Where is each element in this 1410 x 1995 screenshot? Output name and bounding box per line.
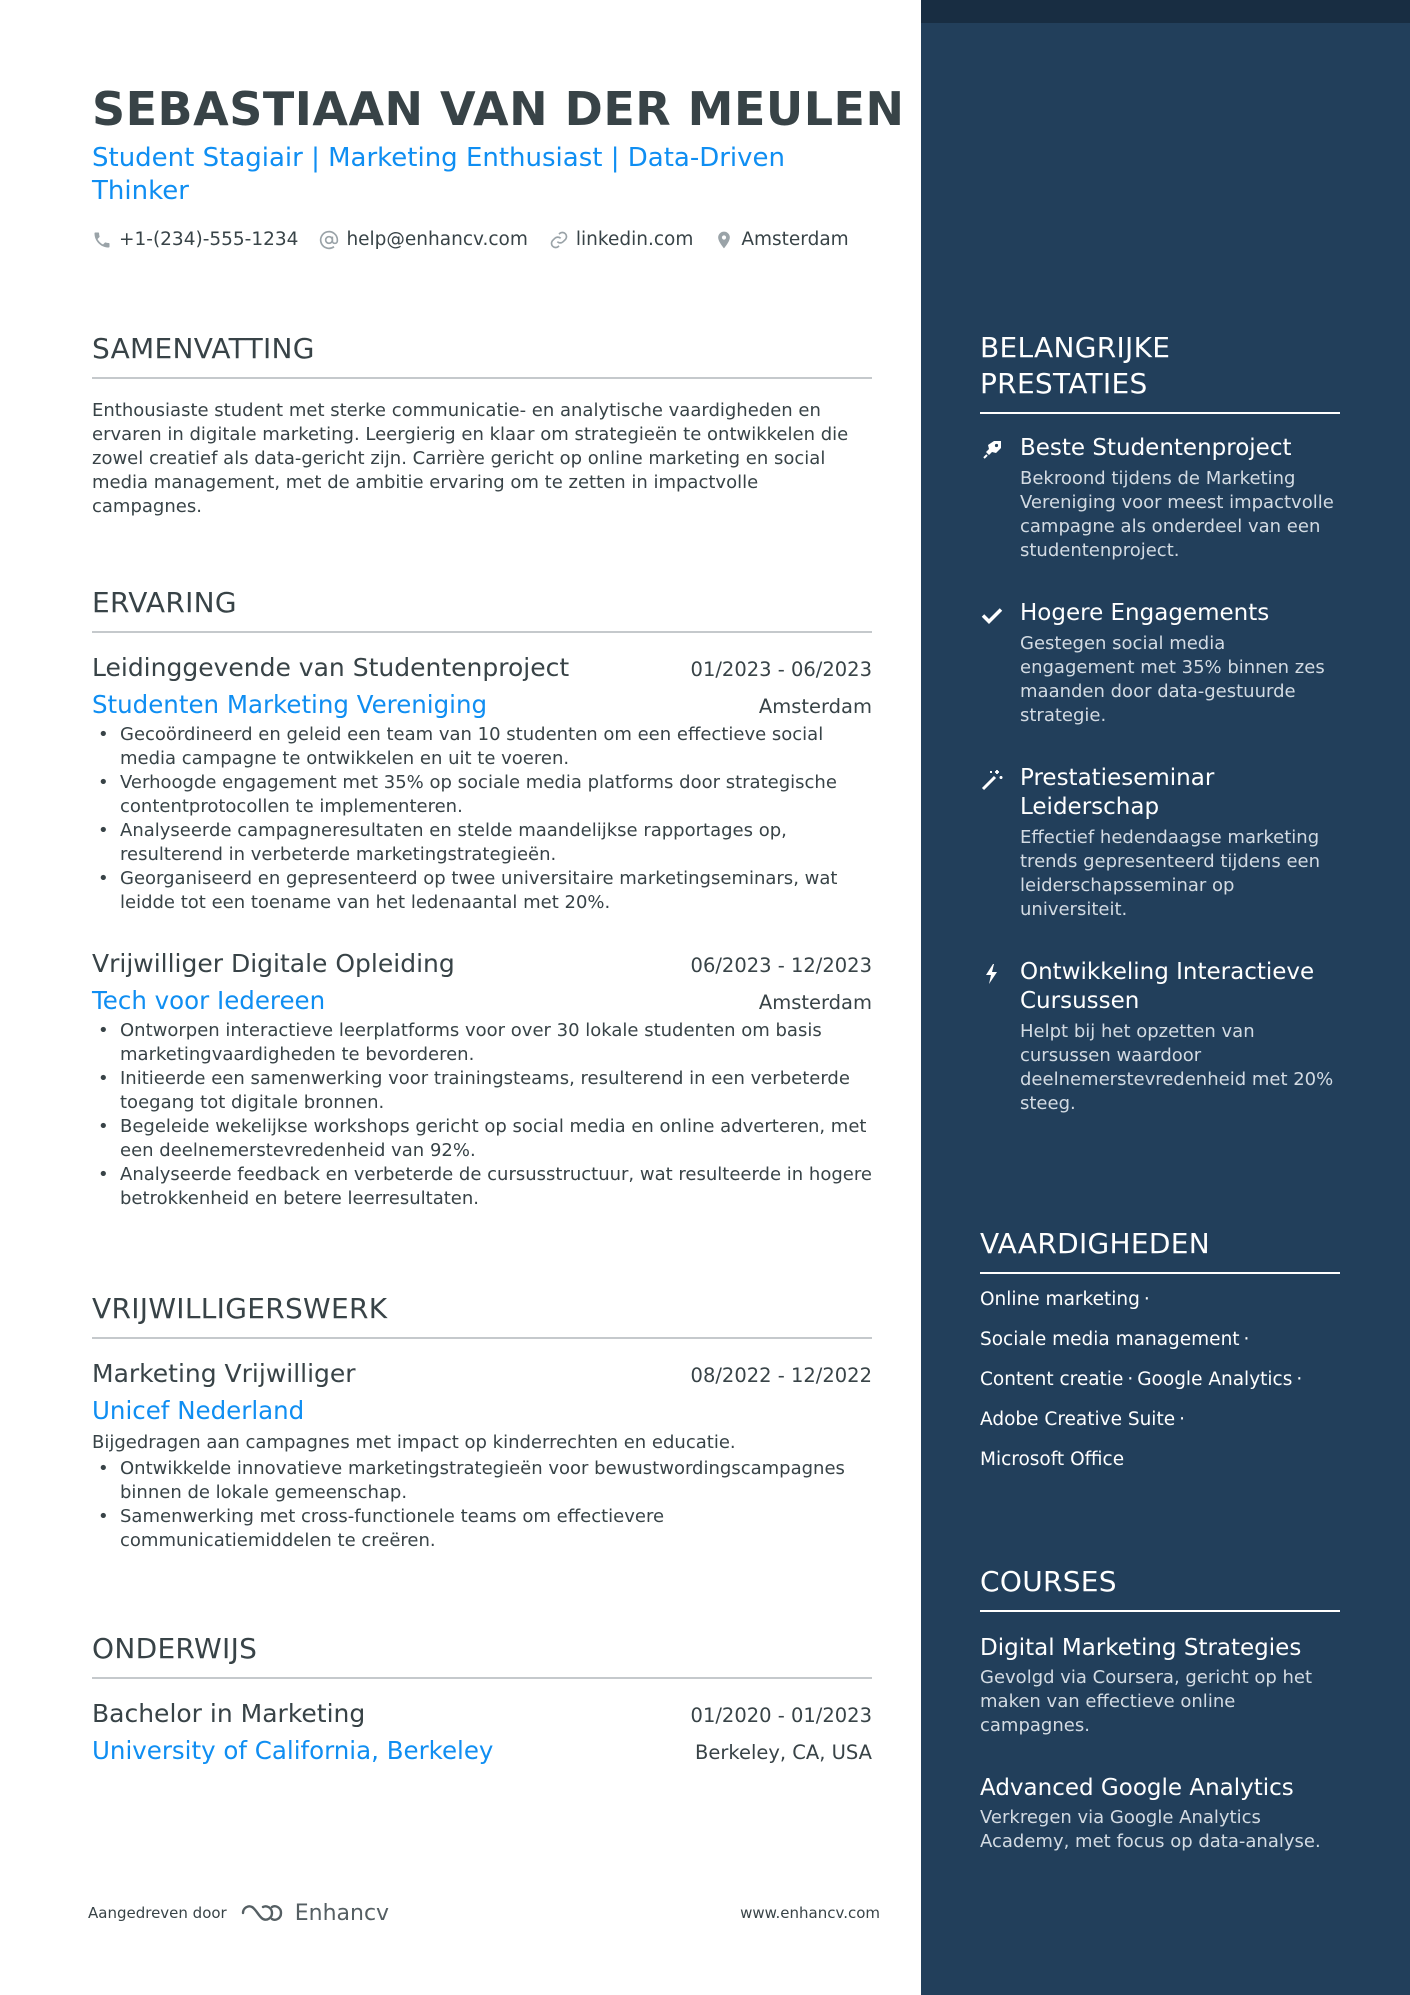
skill-item: Microsoft Office (980, 1449, 1125, 1470)
experience-entry (92, 949, 872, 1211)
summary-heading: SAMENVATTING (92, 332, 872, 379)
experience-heading: ERVARING (92, 586, 872, 633)
candidate-title: Student Stagiair | Marketing Enthusiast | Data-Driven Thinker (92, 143, 785, 206)
phone-text: +1-(234)-555-1234 (119, 229, 299, 250)
degree: Bachelor in Marketing (92, 1699, 366, 1728)
contact-location (714, 229, 848, 250)
course-title: Digital Marketing Strategies (980, 1635, 1302, 1661)
bullet-item: • Gecoördineerd en geleid een team van 10 studenten om een effectieve social media campagne te ontwikkelen en uit te voeren. (92, 723, 872, 771)
link-icon (549, 230, 569, 250)
contact-bar (92, 229, 872, 250)
bullet-item: • Ontwikkelde innovatieve marketingstrategieën voor bewustwordingscampagnes binnen de lokale gemeenschap. (92, 1457, 872, 1505)
phone-icon (92, 230, 112, 250)
achievement-item (980, 434, 1340, 563)
volunteer-heading: VRIJWILLIGERSWERK (92, 1292, 872, 1339)
job-dates: 06/2023 - 12/2023 (690, 954, 872, 977)
skill-row (980, 1448, 1340, 1472)
footer (88, 1900, 880, 1926)
achievement-title: Prestatieseminar Leiderschap (1020, 765, 1215, 820)
school-name: University of California, Berkeley (92, 1736, 494, 1765)
bullet-item: • Begeleide wekelijkse workshops gericht op social media en online adverteren, met een deelnemerstevredenheid van 92%. (92, 1115, 872, 1163)
rocket-icon (980, 438, 1004, 462)
contact-linkedin[interactable] (549, 229, 693, 250)
achievement-item (980, 764, 1340, 922)
education-entry (92, 1699, 872, 1765)
contact-phone[interactable] (92, 229, 298, 250)
achievement-item (980, 599, 1340, 728)
volunteer-bullets (92, 1457, 872, 1553)
volunteer-dates: 08/2022 - 12/2022 (690, 1364, 872, 1387)
job-title: Vrijwilliger Digitale Opleiding (92, 949, 455, 978)
job-bullets (92, 723, 872, 915)
education-dates: 01/2020 - 01/2023 (690, 1704, 872, 1727)
brand-name: Enhancv (294, 1900, 390, 1926)
sidebar-top-bar (921, 0, 1410, 23)
skill-row: Sociale media management · (980, 1329, 1250, 1350)
check-icon (980, 603, 1004, 627)
job-location: Amsterdam (758, 991, 872, 1014)
achievement-description: Effectief hedendaagse marketing trends gepresenteerd tijdens een leiderschapsseminar op universiteit. (1020, 827, 1320, 920)
course-description: Gevolgd via Coursera, gericht op het maken van effectieve online campagnes. (980, 1667, 1313, 1736)
skills-heading: VAARDIGHEDEN (980, 1226, 1340, 1274)
candidate-name: SEBASTIAAN VAN DER MEULEN (92, 82, 905, 136)
bullet-item: • Ontworpen interactieve leerplatforms voor over 30 lokale studenten om basis marketingvaardigheden te bevorderen. (92, 1019, 872, 1067)
achievement-description: Bekroond tijdens de Marketing Vereniging voor meest impactvolle campagne als onderdeel van een studentenproject. (1020, 468, 1334, 561)
job-bullets (92, 1019, 872, 1211)
volunteer-section (92, 1292, 872, 1553)
summary-section (92, 332, 872, 519)
education-heading: ONDERWIJS (92, 1632, 872, 1679)
email-text: help@enhancv.com (346, 229, 528, 250)
achievement-title: Beste Studentenproject (1020, 435, 1292, 461)
brand-logo[interactable] (239, 1900, 389, 1926)
achievement-title: Hogere Engagements (1020, 600, 1270, 626)
skill-item: Adobe Creative Suite (980, 1409, 1176, 1430)
sidebar (921, 0, 1410, 1995)
skill-row: Adobe Creative Suite · (980, 1409, 1185, 1430)
school-location: Berkeley, CA, USA (694, 1741, 872, 1764)
experience-section (92, 586, 872, 1211)
linkedin-text: linkedin.com (575, 229, 694, 250)
job-dates: 01/2023 - 06/2023 (690, 658, 872, 681)
skill-item: Online marketing (980, 1289, 1140, 1310)
skill-item: Sociale media management (980, 1329, 1240, 1350)
job-location: Amsterdam (758, 695, 872, 718)
bullet-item: • Georganiseerd en gepresenteerd op twee universitaire marketingseminars, wat leidde tot een toename van het ledenaantal met 20%. (92, 867, 872, 915)
bullet-item: • Analyseerde campagneresultaten en stelde maandelijkse rapportages op, resulterend in verbeterde marketingstrategieën. (92, 819, 872, 867)
skill-item: Content creatie (980, 1369, 1124, 1390)
footer-branding (88, 1900, 389, 1926)
bullet-item: • Initieerde een samenwerking voor trainingsteams, resulterend in een verbeterde toegang tot digitale bronnen. (92, 1067, 872, 1115)
bullet-item: • Samenwerking met cross-functionele teams om effectievere communicatiemiddelen te creëren. (92, 1505, 872, 1553)
skill-row: Online marketing · (980, 1289, 1150, 1310)
magic-wand-icon (980, 768, 1004, 792)
company-name: Studenten Marketing Vereniging (92, 690, 488, 719)
volunteer-entry (92, 1359, 872, 1553)
skill-item: Google Analytics (1137, 1369, 1293, 1390)
at-icon (319, 230, 339, 250)
course-item (980, 1774, 1340, 1854)
contact-email[interactable] (319, 229, 527, 250)
courses-section (980, 1564, 1340, 1854)
bullet-item: • Verhoogde engagement met 35% op sociale media platforms door strategische contentprotocollen te implementeren. (92, 771, 872, 819)
lightning-icon (980, 962, 1004, 986)
powered-by-text: Aangedreven door (88, 1904, 227, 1922)
achievements-heading: BELANGRIJKE PRESTATIES (980, 330, 1340, 414)
volunteer-org: Unicef Nederland (92, 1396, 305, 1425)
course-item (980, 1634, 1340, 1738)
volunteer-description: Bijgedragen aan campagnes met impact op kinderrechten en educatie. (92, 1432, 736, 1453)
skills-list (980, 1288, 1340, 1472)
achievement-item (980, 958, 1340, 1116)
location-pin-icon (714, 230, 734, 250)
bullet-item: • Analyseerde feedback en verbeterde de cursusstructuur, wat resulteerde in hogere betrokkenheid en betere leerresultaten. (92, 1163, 872, 1211)
courses-heading: COURSES (980, 1564, 1340, 1612)
achievement-description: Gestegen social media engagement met 35% binnen zes maanden door data-gestuurde strategie. (1020, 633, 1325, 726)
volunteer-role: Marketing Vrijwilliger (92, 1359, 356, 1388)
achievements-section (980, 330, 1340, 1116)
footer-website[interactable]: www.enhancv.com (740, 1904, 880, 1922)
infinity-logo-icon (239, 1900, 285, 1926)
education-section (92, 1632, 872, 1765)
course-description: Verkregen via Google Analytics Academy, met focus op data-analyse. (980, 1807, 1321, 1852)
achievement-description: Helpt bij het opzetten van cursussen waardoor deelnemerstevredenheid met 20% steeg. (1020, 1021, 1334, 1114)
location-text: Amsterdam (741, 229, 849, 250)
skill-row: Content creatie · Google Analytics · (980, 1369, 1303, 1390)
summary-text: Enthousiaste student met sterke communicatie- en analytische vaardigheden en ervaren in digitale marketing. Leergierig en klaar om strategieën te ontwikkelen die zowel creatief als data-gericht zijn. Carrière gericht op online marketing en social media management, met de ambitie ervaring om te zetten in impactvolle campagnes. (92, 400, 849, 517)
job-title: Leidinggevende van Studentenproject (92, 653, 570, 682)
course-title: Advanced Google Analytics (980, 1775, 1294, 1801)
skills-section (980, 1226, 1340, 1488)
company-name: Tech voor Iedereen (92, 986, 326, 1015)
achievement-title: Ontwikkeling Interactieve Cursussen (1020, 959, 1315, 1014)
experience-entry (92, 653, 872, 915)
